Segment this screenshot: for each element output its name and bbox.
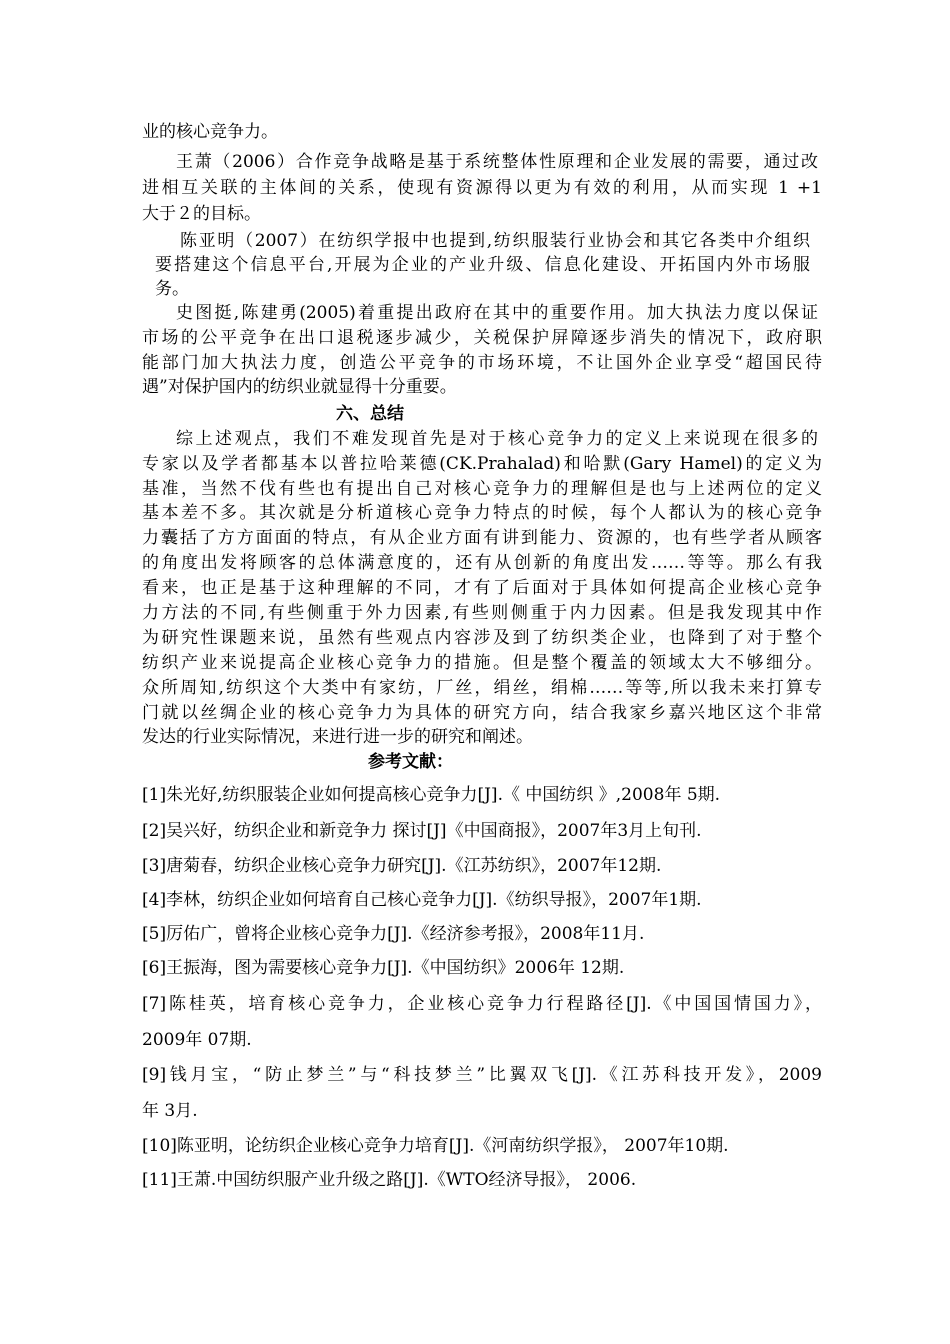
references-heading: 参考文献： — [368, 752, 453, 772]
reference-item: [11]王萧.中国纺织服产业升级之路[J].《WTO经济导报》， 2006. — [142, 1170, 637, 1190]
reference-item: [5]厉佑广，曾将企业核心竞争力[J].《经济参考报》，2008年11月. — [142, 924, 645, 944]
reference-item: [7]陈桂英，培育核心竞争力，企业核心竞争力行程路径[J].《中国国情国力》， — [142, 994, 822, 1014]
section-heading: 六、总结 — [336, 404, 404, 424]
paragraph-first-line: 史图挺,陈建勇(2005)着重提出政府在其中的重要作用。加大执法力度以保证 — [176, 303, 818, 323]
body-line: 专家以及学者都基本以普拉哈莱德(CK.Prahalad)和哈默(Gary Hamel)的定义为 — [142, 454, 822, 474]
reference-item: [3]唐菊春，纺织企业核心竞争力研究[J].《江苏纺织》，2007年12期. — [142, 856, 662, 876]
body-line: 力方法的不同,有些侧重于外力因素,有些则侧重于内力因素。但是我发现其中作 — [142, 603, 822, 623]
reference-item: [2]吴兴好，纺织企业和新竞争力 探讨[J]《中国商报》，2007年3月上旬刊. — [142, 821, 702, 841]
reference-item: [9]钱月宝，“防止梦兰”与“科技梦兰”比翼双飞[J].《江苏科技开发》，2009 — [142, 1065, 822, 1085]
reference-item: [10]陈亚明，论纺织企业核心竞争力培育[J].《河南纺织学报》， 2007年10期. — [142, 1136, 729, 1156]
reference-item: [4]李林，纺织企业如何培育自己核心竞争力[J].《纺织导报》，2007年1期. — [142, 890, 702, 910]
body-line: 的角度出发将顾客的总体满意度的，还有从创新的角度出发……等等。那么有我 — [142, 553, 822, 573]
reference-item: [1]朱光好,纺织服装企业如何提高核心竞争力[J].《 中国纺织 》,2008年 5期. — [142, 785, 721, 805]
body-line: 门就以丝绸企业的核心竞争力为具体的研究方向，结合我家乡嘉兴地区这个非常 — [142, 703, 822, 723]
body-line: 业的核心竞争力。 — [142, 122, 278, 142]
body-line: 市场的公平竞争在出口退税逐步减少，关税保护屏障逐步消失的情况下，政府职 — [142, 328, 822, 348]
body-line: 力囊括了方方面面的特点，有从企业方面有讲到能力、资源的，也有些学者从顾客 — [142, 528, 822, 548]
reference-item-continuation: 年 3月. — [142, 1101, 198, 1121]
paragraph-first-line: 综上述观点，我们不难发现首先是对于核心竞争力的定义上来说现在很多的 — [176, 429, 818, 449]
reference-item: [6]王振海，图为需要核心竞争力[J].《中国纺织》2006年 12期. — [142, 958, 625, 978]
body-line: 进相互关联的主体间的关系，使现有资源得以更为有效的利用，从而实现 1 +1 — [142, 178, 822, 198]
paragraph-first-line: 陈亚明（2007）在纺织学报中也提到,纺织服装行业协会和其它各类中介组织 — [180, 231, 810, 251]
body-line: 遇”对保护国内的纺织业就显得十分重要。 — [142, 377, 457, 397]
body-line: 要搭建这个信息平台,开展为企业的产业升级、信息化建设、开拓国内外市场服 — [155, 255, 810, 275]
body-line: 纺织产业来说提高企业核心竞争力的措施。但是整个覆盖的领域太大不够细分。 — [142, 653, 822, 673]
body-line: 发达的行业实际情况，来进行进一步的研究和阐述。 — [142, 727, 533, 747]
body-line: 基本差不多。其次就是分析道核心竞争力特点的时候，每个人都认为的核心竞争 — [142, 503, 822, 523]
paragraph-first-line: 王萧（2006）合作竞争战略是基于系统整体性原理和企业发展的需要，通过改 — [176, 152, 818, 172]
body-line: 能部门加大执法力度，创造公平竞争的市场环境，不让国外企业享受“超国民待 — [142, 353, 822, 373]
body-line: 为研究性课题来说，虽然有些观点内容涉及到了纺织类企业，也降到了对于整个 — [142, 628, 822, 648]
body-line: 基准，当然不伐有些也有提出自己对核心竞争力的理解但是也与上述两位的定义 — [142, 479, 822, 499]
body-line: 众所周知,纺织这个大类中有家纺，厂丝，绢丝，绢棉……等等,所以我未来打算专 — [142, 678, 822, 698]
body-line: 务。 — [155, 279, 189, 299]
reference-item-continuation: 2009年 07期. — [142, 1030, 252, 1050]
body-line: 看来，也正是基于这种理解的不同，才有了后面对于具体如何提高企业核心竞争 — [142, 578, 822, 598]
body-line: 大于２的目标。 — [142, 204, 261, 224]
